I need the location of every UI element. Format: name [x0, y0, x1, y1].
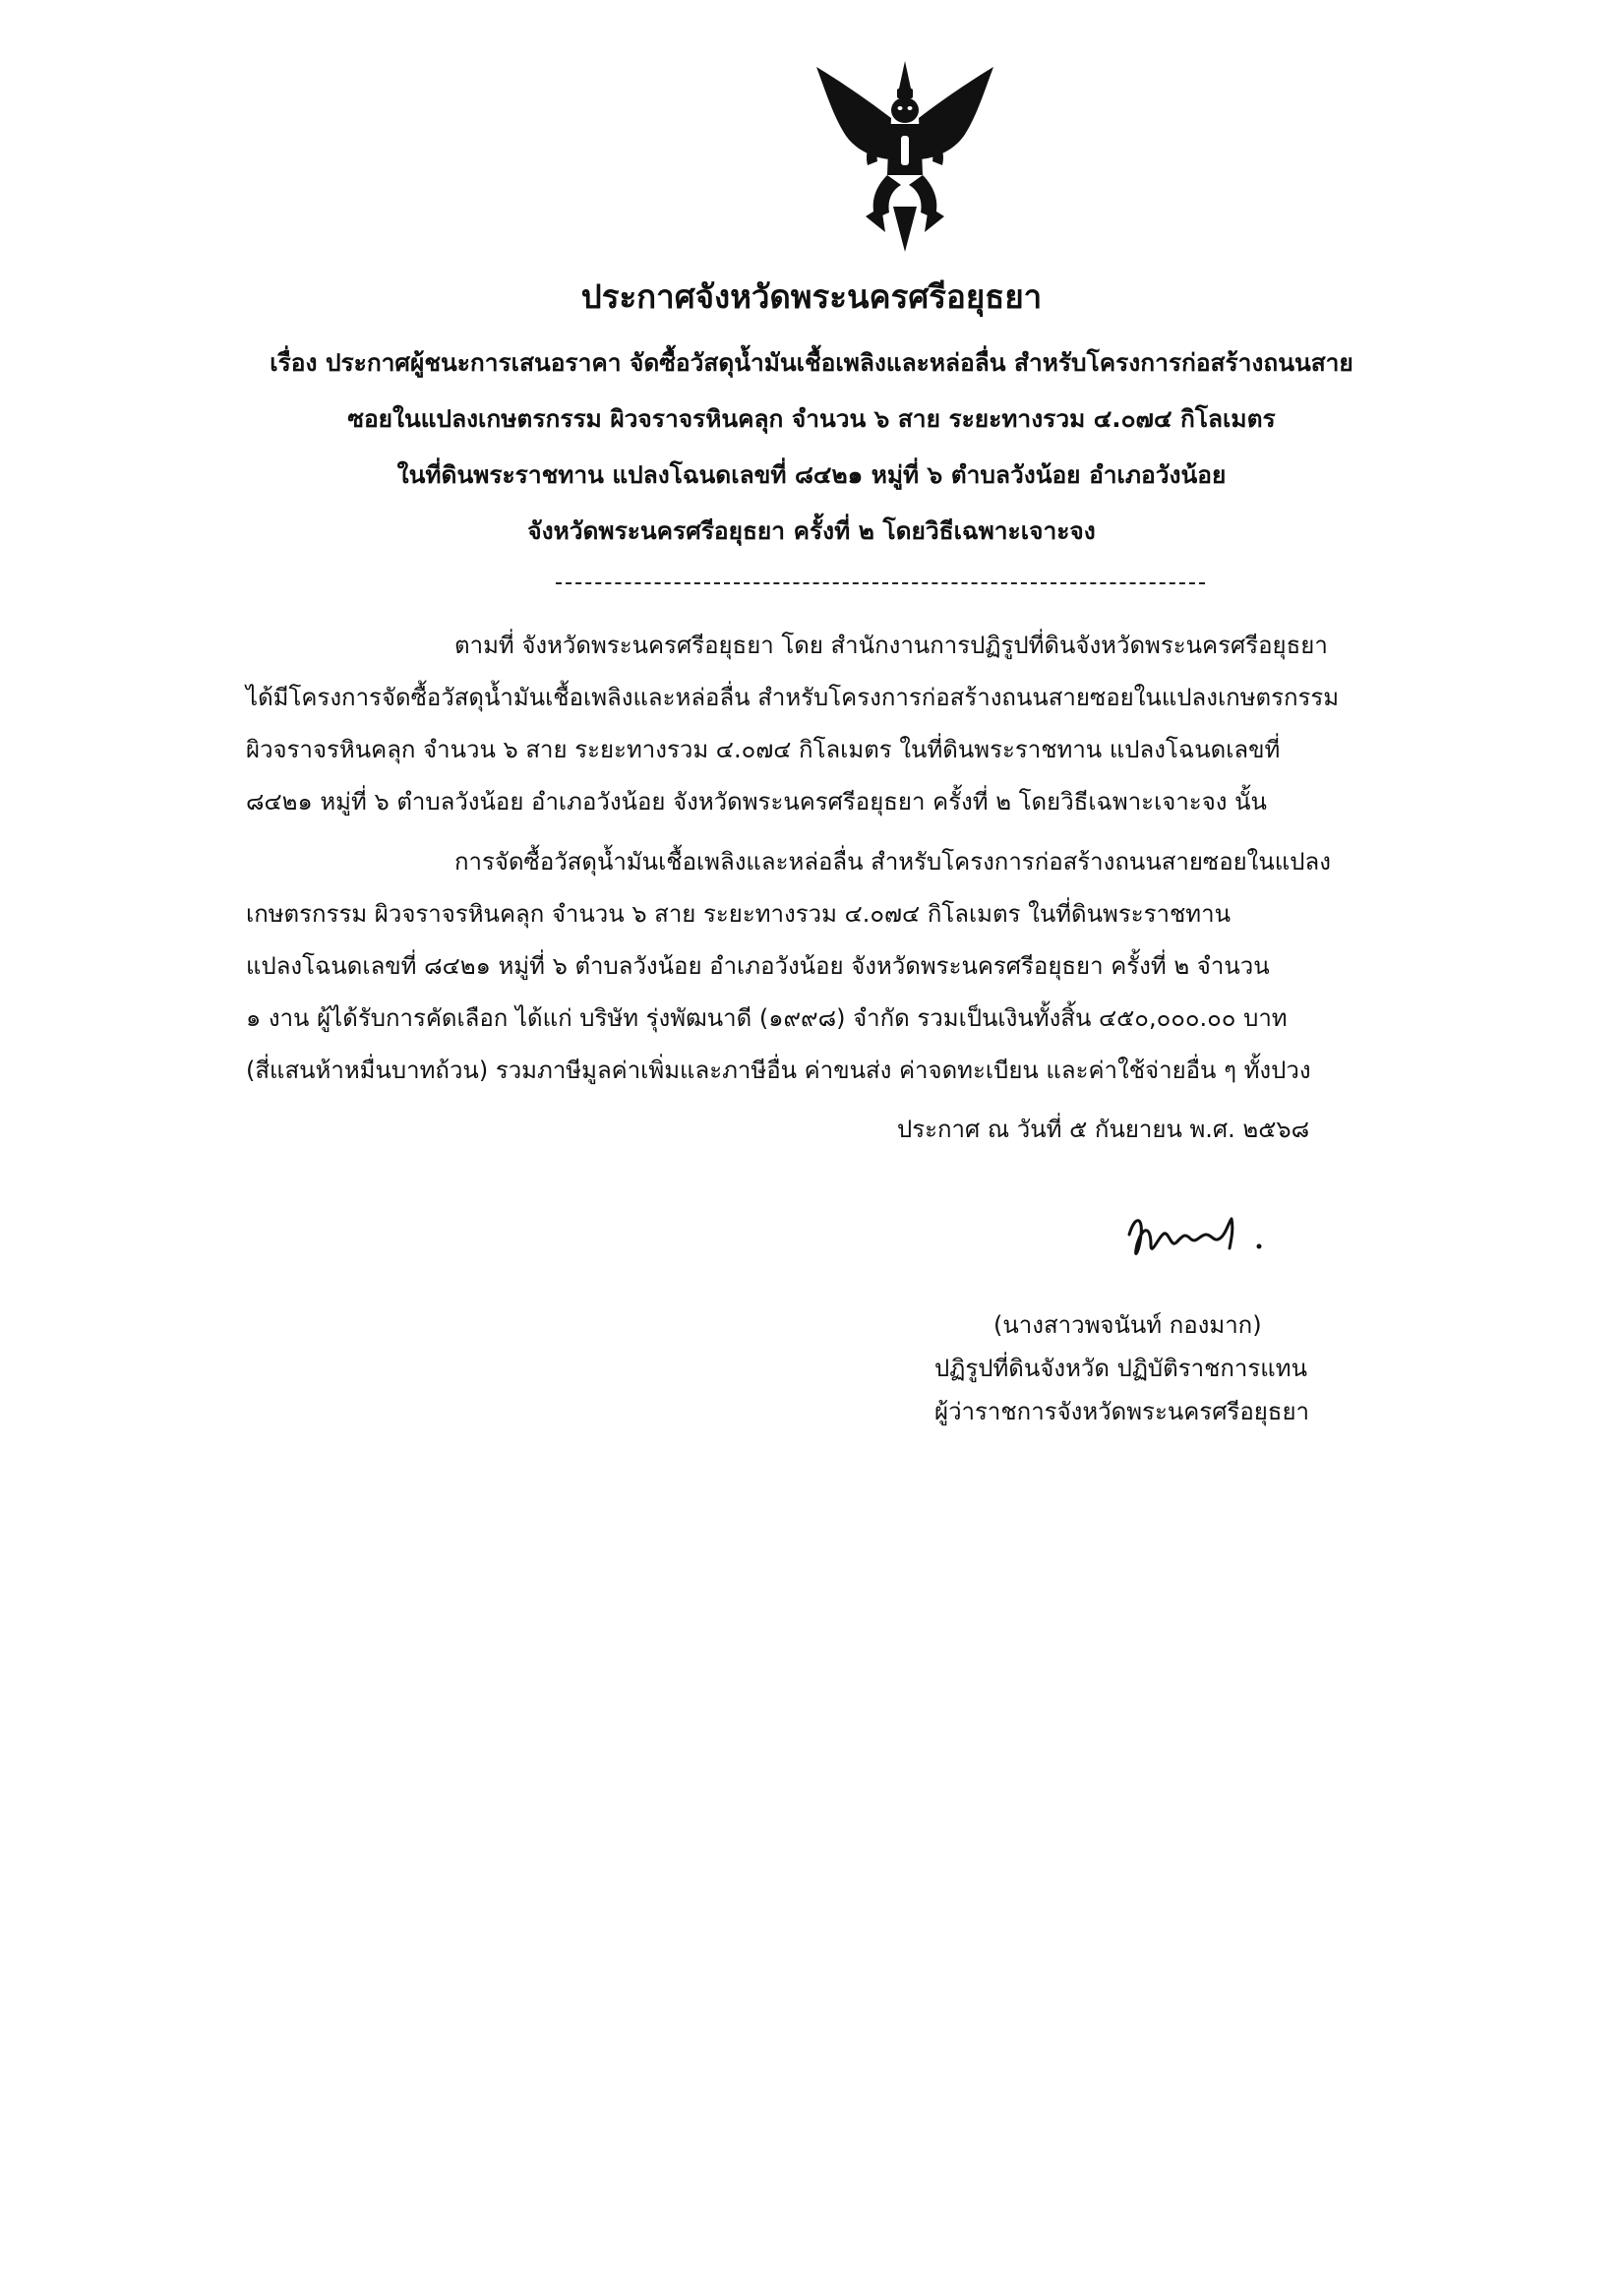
paragraph-line: ๘๔๒๑ หมู่ที่ ๖ ตำบลวังน้อย อำเภอวังน้อย จังหวัดพระนครศรีอยุธยา ครั้งที่ ๒ โดยวิธีเฉพาะเจาะจง นั้น: [246, 788, 1267, 816]
signature-icon: [1121, 1205, 1279, 1274]
signer-name: (นางสาวพจนันท์ กองมาก): [993, 1311, 1262, 1339]
garuda-emblem-icon: [807, 59, 1003, 256]
paragraph-line: ได้มีโครงการจัดซื้อวัสดุน้ำมันเชื้อเพลิงและหล่อลื่น สำหรับโครงการก่อสร้างถนนสายซอยในแปลงเกษตรกรรม: [246, 684, 1340, 711]
subject-block: [167, 334, 1456, 559]
subject-line: ซอยในแปลงเกษตรกรรม ผิวจราจรหินคลุก จำนวน ๖ สาย ระยะทางรวม ๔.๐๗๔ กิโลเมตร: [347, 404, 1276, 433]
paragraph-line: แปลงโฉนดเลขที่ ๘๔๒๑ หมู่ที่ ๖ ตำบลวังน้อย อำเภอวังน้อย จังหวัดพระนครศรีอยุธยา ครั้งที่ ๒ จำนวน: [246, 952, 1270, 980]
announce-date: ประกาศ ณ วันที่ ๕ กันยายน พ.ศ. ๒๕๖๘: [897, 1116, 1310, 1143]
paragraph-line: ผิวจราจรหินคลุก จำนวน ๖ สาย ระยะทางรวม ๔.๐๗๔ กิโลเมตร ในที่ดินพระราชทาน แปลงโฉนดเลขที่: [246, 736, 1281, 763]
paragraph-line: การจัดซื้อวัสดุน้ำมันเชื้อเพลิงและหล่อลื่น สำหรับโครงการก่อสร้างถนนสายซอยในแปลง: [454, 848, 1331, 876]
divider: [556, 582, 1205, 584]
signer-position: ปฏิรูปที่ดินจังหวัด ปฏิบัติราชการแทน: [934, 1355, 1307, 1382]
paragraph-1: [246, 620, 1466, 828]
paragraph-line: ตามที่ จังหวัดพระนครศรีอยุธยา โดย สำนักงานการปฏิรูปที่ดินจังหวัดพระนครศรีอยุธยา: [454, 632, 1328, 659]
signer-block: [934, 1303, 1407, 1433]
paragraph-line: ๑ งาน ผู้ได้รับการคัดเลือก ได้แก่ บริษัท รุ่งพัฒนาดี (๑๙๙๘) จำกัด รวมเป็นเงินทั้งสิ้น ๔๕๐,๐๐๐.๐๐ บาท: [246, 1004, 1288, 1032]
paragraph-2: [246, 836, 1466, 1097]
subject-line: จังหวัดพระนครศรีอยุธยา ครั้งที่ ๒ โดยวิธีเฉพาะเจาะจง: [527, 516, 1096, 545]
page-title: ประกาศจังหวัดพระนครศรีอยุธยา: [580, 277, 1043, 316]
subject-line: ในที่ดินพระราชทาน แปลงโฉนดเลขที่ ๘๔๒๑ หมู่ที่ ๖ ตำบลวังน้อย อำเภอวังน้อย: [396, 460, 1227, 489]
paragraph-line: (สี่แสนห้าหมื่นบาทถ้วน) รวมภาษีมูลค่าเพิ่มและภาษีอื่น ค่าขนส่ง ค่าจดทะเบียน และค่าใช้จ่ายอื่น ๆ ทั้งปวง: [246, 1057, 1311, 1084]
signer-position: ผู้ว่าราชการจังหวัดพระนครศรีอยุธยา: [934, 1398, 1309, 1425]
subject-line: เรื่อง ประกาศผู้ชนะการเสนอราคา จัดซื้อวัสดุน้ำมันเชื้อเพลิงและหล่อลื่น สำหรับโครงการก่อสร้างถนนสาย: [270, 348, 1353, 377]
paragraph-line: เกษตรกรรม ผิวจราจรหินคลุก จำนวน ๖ สาย ระยะทางรวม ๔.๐๗๔ กิโลเมตร ในที่ดินพระราชทาน: [246, 900, 1232, 928]
